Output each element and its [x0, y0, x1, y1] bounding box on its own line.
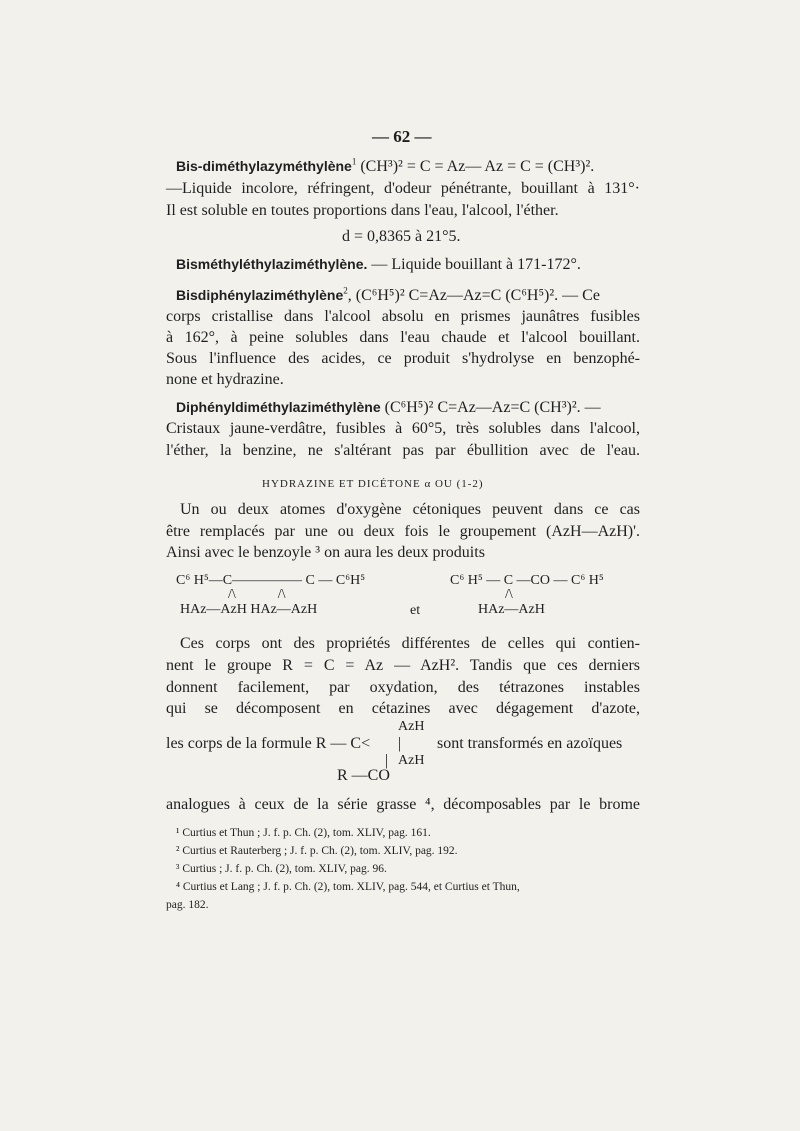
body-text-line: Cristaux jaune-verdâtre, fusibles à 60°5, très solubles dans l'alcool,: [166, 420, 640, 437]
footnote: ⁴ Curtius et Lang ; J. f. p. Ch. (2), tom. XLIV, pag. 544, et Curtius et Thun,: [176, 881, 520, 893]
formula-1-branch: /\ /\: [228, 587, 286, 602]
body-text-line: Un ou deux atomes d'oxygène cétoniques peuvent dans ce cas: [180, 501, 640, 518]
entry-2-line: [176, 254, 581, 275]
formula-3-bond: |: [385, 752, 389, 769]
entry-text: — Liquide bouillant à 171-172°.: [371, 256, 581, 273]
formula-connector: et: [410, 603, 421, 618]
formula-2-bottom: HAz—AzH: [478, 602, 545, 617]
body-text-line: corps cristallise dans l'alcool absolu en prismes jaunâtres fusibles: [166, 308, 640, 325]
footnote-ref: 2: [343, 285, 348, 296]
footnote: ² Curtius et Rauterberg ; J. f. p. Ch. (2), tom. XLIV, pag. 192.: [176, 845, 458, 857]
body-text-line: analogues à ceux de la série grasse ⁴, décomposables par le brome: [166, 796, 640, 813]
body-text-line: l'éther, la benzine, ne s'altérant pas par ébullition avec de l'eau.: [166, 442, 640, 459]
chemical-formula: (CH³)² = C = Az— Az = C = (CH³)².: [360, 158, 595, 175]
body-text-line: —Liquide incolore, réfringent, d'odeur pénétrante, bouillant à 131°·: [166, 180, 640, 197]
body-text-line: none et hydrazine.: [166, 371, 284, 388]
chemical-formula: , (C⁶H⁵)² C=Az—Az=C (C⁶H⁵)². — Ce: [347, 287, 600, 304]
body-text-line: Ces corps ont des propriétés différentes de celles qui contien-: [180, 635, 640, 652]
footnote: ³ Curtius ; J. f. p. Ch. (2), tom. XLIV, pag. 96.: [176, 863, 387, 875]
formula-3-left: les corps de la formule R — C<: [166, 735, 371, 752]
formula-3-right: sont transformés en azoïques: [437, 735, 623, 752]
formula-1-bottom: HAz—AzH HAz—AzH: [180, 602, 318, 617]
compound-name: Bisdiphénylaziméthylène: [176, 287, 344, 303]
formula-2-top: C⁶ H⁵ — C —CO — C⁶ H⁵: [450, 573, 604, 588]
body-text-line: être remplacés par une ou deux fois le groupement (AzH—AzH)'.: [166, 523, 640, 540]
body-text-line: Ainsi avec le benzoyle ³ on aura les deux produits: [166, 544, 485, 561]
compound-name: Bisméthyléthylaziméthylène.: [176, 256, 368, 272]
entry-1-heading-line: [176, 156, 594, 177]
formula-2-branch: /\: [505, 587, 513, 602]
density-value: d = 0,8365 à 21°5.: [342, 228, 461, 245]
body-text-line: à 162°, à peine solubles dans l'eau chaude et l'alcool bouillant.: [166, 329, 640, 346]
footnote: ¹ Curtius et Thun ; J. f. p. Ch. (2), tom. XLIV, pag. 161.: [176, 827, 431, 839]
footnote: pag. 182.: [166, 899, 209, 911]
entry-4-heading-line: [176, 397, 601, 418]
entry-3-heading-line: [176, 285, 600, 306]
formula-1-top: C⁶ H⁵—C————— C — C⁶H⁵: [176, 573, 366, 588]
body-text-line: nent le groupe R = C = Az — AzH². Tandis que ces derniers: [166, 657, 640, 674]
page-number: — 62 —: [372, 127, 432, 146]
footnote-ref: 1: [351, 156, 357, 167]
compound-name: Diphényldiméthylaziméthylène: [176, 399, 381, 415]
body-text-line: Sous l'influence des acides, ce produit s'hydrolyse en benzophé-: [166, 350, 640, 367]
formula-3-bond: |: [398, 735, 402, 752]
body-text-line: qui se décomposent en cétazines avec dégagement d'azote,: [166, 700, 640, 717]
formula-3-azh-top: AzH: [398, 719, 425, 734]
section-heading: HYDRAZINE ET DICÉTONE α OU (1-2): [262, 478, 484, 490]
formula-3-azh-bottom: AzH: [398, 753, 425, 768]
compound-name: Bis-diméthylazyméthylène: [176, 158, 352, 174]
formula-3-rco: R —CO: [337, 767, 390, 784]
body-text-line: Il est soluble en toutes proportions dans l'eau, l'alcool, l'éther.: [166, 202, 559, 219]
chemical-formula: (C⁶H⁵)² C=Az—Az=C (CH³)². —: [384, 399, 601, 416]
body-text-line: donnent facilement, par oxydation, des tétrazones instables: [166, 679, 640, 696]
